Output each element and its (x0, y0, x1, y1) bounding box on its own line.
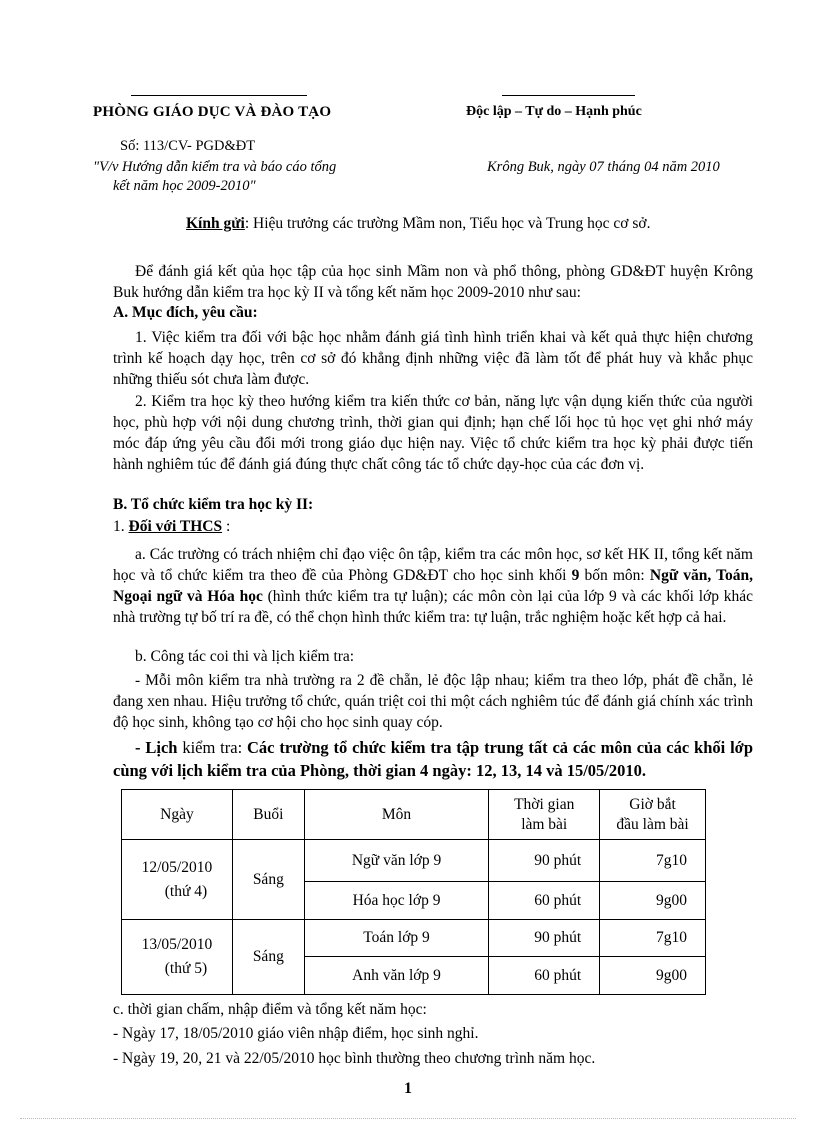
agency-name: PHÒNG GIÁO DỤC VÀ ĐÀO TẠO (93, 104, 332, 120)
header-date: Ngày (122, 790, 233, 840)
section-a-item-2: 2. Kiểm tra học kỳ theo hướng kiểm tra kiến thức cơ bản, năng lực vận dụng kiến thức của người học, phù hợp với nội dung chương trình, thời gian qui định; hạn chế lối học tủ học vẹt ghi nhớ máy móc đáp ứng yêu cầu đổi mới trong giáo dục hiện nay. Việc tổ chức kiểm tra học kỳ phải được tiến hành nghiêm túc để đánh giá đúng thực chất công tác tổ chức dạy-học của các đơn vị. (113, 393, 753, 473)
invigilation-paragraph: - Mỗi môn kiểm tra nhà trường ra 2 đề chẵn, lẻ độc lập nhau; kiểm tra theo lớp, phát đề chẵn, lẻ đang xen nhau. Hiệu trưởng tổ chức, quán triệt coi thi một cách nghiêm túc để đánh giá chính xác trình độ học sinh, không tạo cơ hội cho học sinh quay cóp. (113, 672, 753, 731)
exam-schedule-table (121, 789, 706, 995)
grading-item-2: - Ngày 19, 20, 21 và 22/05/2010 học bình thường theo chương trình năm học. (113, 1050, 596, 1067)
duration-cell: 60 phút (489, 882, 600, 920)
header-start-time: Giờ bắt đầu làm bài (600, 790, 706, 840)
table-header-row (122, 790, 706, 840)
section-b-para-b: b. Công tác coi thi và lịch kiểm tra: (135, 648, 355, 665)
footer-divider (20, 1118, 796, 1119)
subject-cell: Anh văn lớp 9 (304, 957, 489, 995)
section-b-item-1: 1. Đối với THCS : (113, 518, 231, 535)
table-row (122, 920, 706, 957)
session-cell: Sáng (232, 840, 304, 920)
start-time-cell: 7g10 (600, 840, 706, 882)
section-b-para-a: a. Các trường có trách nhiệm chỉ đạo việc ôn tập, kiểm tra các môn học, sơ kết HK II, tổng kết năm học và tổ chức kiểm tra theo đề của Phòng GD&ĐT cho học sinh khối 9 bốn môn: Ngữ văn, Toán, Ngoại ngữ và Hóa học (hình thức kiểm tra tự luận); các môn còn lại của lớp 9 và các khối lớp khác nhà trường tự bố trí ra đề, có thể chọn hình thức kiểm tra: tự luận, trắc nghiệm hoặc kết hợp cả hai. (113, 546, 753, 626)
duration-cell: 60 phút (489, 957, 600, 995)
schedule-paragraph: - Lịch kiểm tra: Các trường tổ chức kiểm tra tập trung tất cả các môn của các khối lớp cùng với lịch kiểm tra của Phòng, thời gian 4 ngày: 12, 13, 14 và 15/05/2010. (113, 738, 753, 780)
place-date: Krông Buk, ngày 07 tháng 04 năm 2010 (487, 159, 720, 175)
document-number: Số: 113/CV- PGD&ĐT (120, 138, 256, 154)
recipient-line (186, 215, 650, 233)
table-row (122, 840, 706, 882)
header-duration: Thời gian làm bài (489, 790, 600, 840)
national-motto: Độc lập – Tự do – Hạnh phúc (466, 104, 642, 119)
header-rule-right (502, 95, 635, 96)
recipient-label: Kính gửi (186, 215, 245, 232)
start-time-cell: 9g00 (600, 957, 706, 995)
section-b-heading: B. Tổ chức kiểm tra học kỳ II: (113, 496, 314, 513)
intro-paragraph: Để đánh giá kết qủa học tập của học sinh Mầm non và phổ thông, phòng GD&ĐT huyện Krông Buk hướng dẫn kiểm tra học kỳ II và tổng kết năm học 2009-2010 như sau: (113, 263, 753, 301)
duration-cell: 90 phút (489, 920, 600, 957)
duration-cell: 90 phút (489, 840, 600, 882)
start-time-cell: 7g10 (600, 920, 706, 957)
subject-cell: Hóa học lớp 9 (304, 882, 489, 920)
grading-heading: c. thời gian chấm, nhập điểm và tổng kết năm học: (113, 1001, 427, 1018)
header-subject: Môn (304, 790, 489, 840)
start-time-cell: 9g00 (600, 882, 706, 920)
section-a-heading: A. Mục đích, yêu cầu: (113, 304, 258, 321)
session-cell: Sáng (232, 920, 304, 995)
grading-item-1: - Ngày 17, 18/05/2010 giáo viên nhập điểm, học sinh nghỉ. (113, 1025, 479, 1042)
subject-cell: Toán lớp 9 (304, 920, 489, 957)
header-rule-left (131, 95, 307, 96)
date-cell: 12/05/2010 (thứ 4) (122, 840, 233, 920)
recipient-text: : Hiệu trưởng các trường Mầm non, Tiểu học và Trung học cơ sở. (244, 215, 651, 232)
section-a-item-1: 1. Việc kiểm tra đối với bậc học nhằm đánh giá tình hình triển khai và kết quả thực hiện chương trình kế hoạch dạy học, trên cơ sở đó khẳng định những việc đã làm tốt để phát huy và khắc phục những thiếu sót chưa làm được. (113, 329, 753, 388)
subject-line-2: kết năm học 2009-2010" (113, 178, 256, 194)
page-number: 1 (404, 1080, 412, 1097)
subject-line-1: "V/v Hướng dẫn kiểm tra và báo cáo tổng (93, 159, 337, 175)
subject-cell: Ngữ văn lớp 9 (304, 840, 489, 882)
date-cell: 13/05/2010 (thứ 5) (122, 920, 233, 995)
header-session: Buổi (232, 790, 304, 840)
